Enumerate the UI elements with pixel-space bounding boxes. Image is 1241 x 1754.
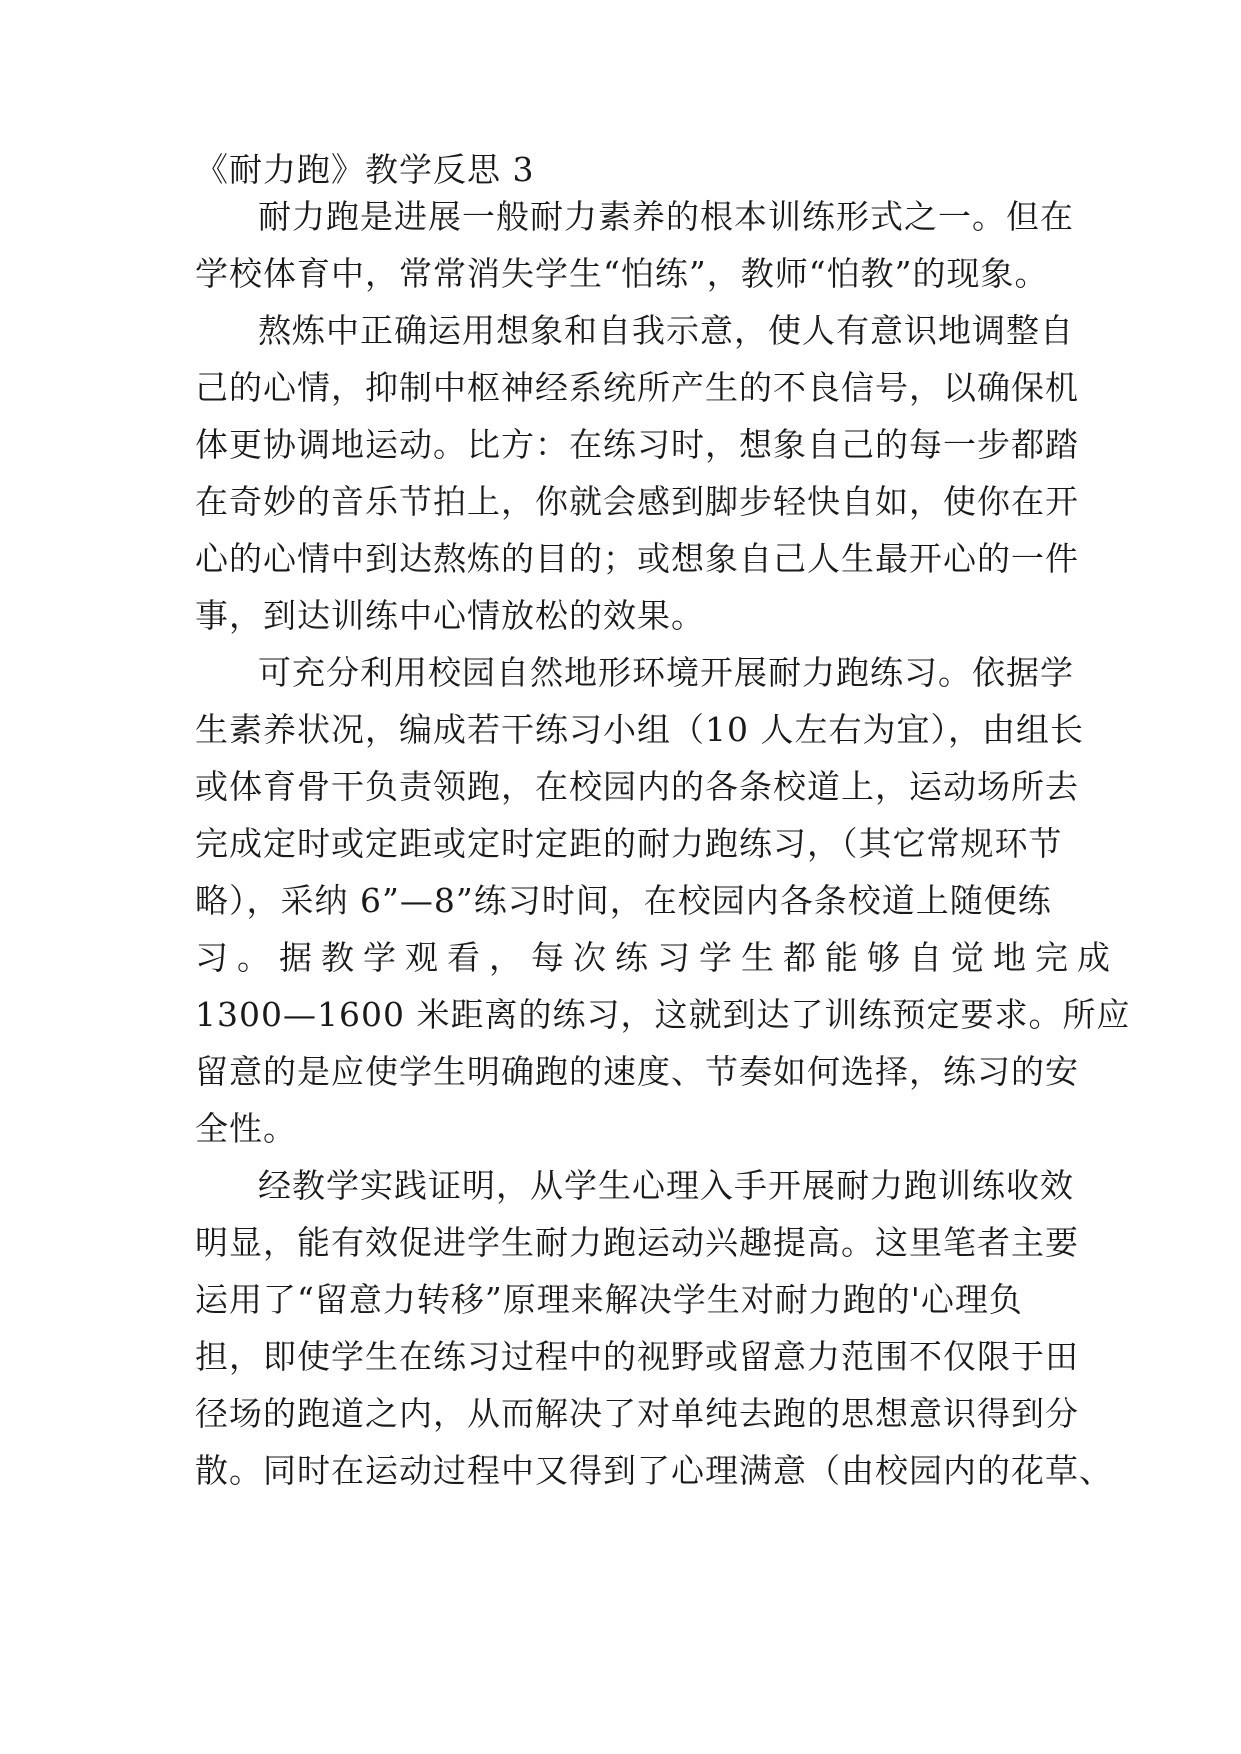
document-title: 《耐力跑》教学反思 3 [195,150,535,189]
paragraph-line: 略），采纳 6”—8”练习时间，在校园内各条校道上随便练 [195,881,1052,920]
paragraph-line: 径场的跑道之内，从而解决了对单纯去跑的思想意识得到分 [195,1394,1079,1433]
paragraph-line: 体更协调地运动。比方：在练习时，想象自己的每一步都踏 [195,425,1079,464]
paragraph-line: 担，即使学生在练习过程中的视野或留意力范围不仅限于田 [195,1337,1079,1376]
paragraph-line: 运用了“留意力转移”原理来解决学生对耐力跑的'心理负 [195,1280,1023,1319]
paragraph-line: 全性。 [195,1109,297,1148]
paragraph-line: 熬炼中正确运用想象和自我示意，使人有意识地调整自 [258,311,1074,350]
paragraph-line: 事，到达训练中心情放松的效果。 [195,596,705,635]
paragraph-line: 经教学实践证明，从学生心理入手开展耐力跑训练收效 [258,1166,1074,1205]
paragraph-line: 完成定时或定距或定时定距的耐力跑练习，（其它常规环节 [195,824,1063,863]
paragraph-line: 散。同时在运动过程中又得到了心理满意（由校园内的花草、 [195,1451,1113,1490]
paragraph-line: 在奇妙的音乐节拍上，你就会感到脚步轻快自如，使你在开 [195,482,1079,521]
paragraph-line: 留意的是应使学生明确跑的速度、节奏如何选择，练习的安 [195,1052,1079,1091]
paragraph-line: 生素养状况，编成若干练习小组（10 人左右为宜），由组长 [195,710,1084,749]
paragraph-line: 明显，能有效促进学生耐力跑运动兴趣提高。这里笔者主要 [195,1223,1079,1262]
paragraph-line: 1300—1600 米距离的练习，这就到达了训练预定要求。所应 [195,995,1131,1034]
paragraph-line: 心的心情中到达熬炼的目的；或想象自己人生最开心的一件 [195,539,1079,578]
paragraph-line: 或体育骨干负责领跑，在校园内的各条校道上，运动场所去 [195,767,1079,806]
paragraph-line: 学校体育中，常常消失学生“怕练”，教师“怕教”的现象。 [195,254,1049,293]
paragraph-line: 习。据教学观看，每次练习学生都能够自觉地完成 [195,938,1119,977]
paragraph-line: 耐力跑是进展一般耐力素养的根本训练形式之一。但在 [258,197,1074,236]
paragraph-line: 可充分利用校园自然地形环境开展耐力跑练习。依据学 [258,653,1074,692]
paragraph-line: 己的心情，抑制中枢神经系统所产生的不良信号，以确保机 [195,368,1079,407]
